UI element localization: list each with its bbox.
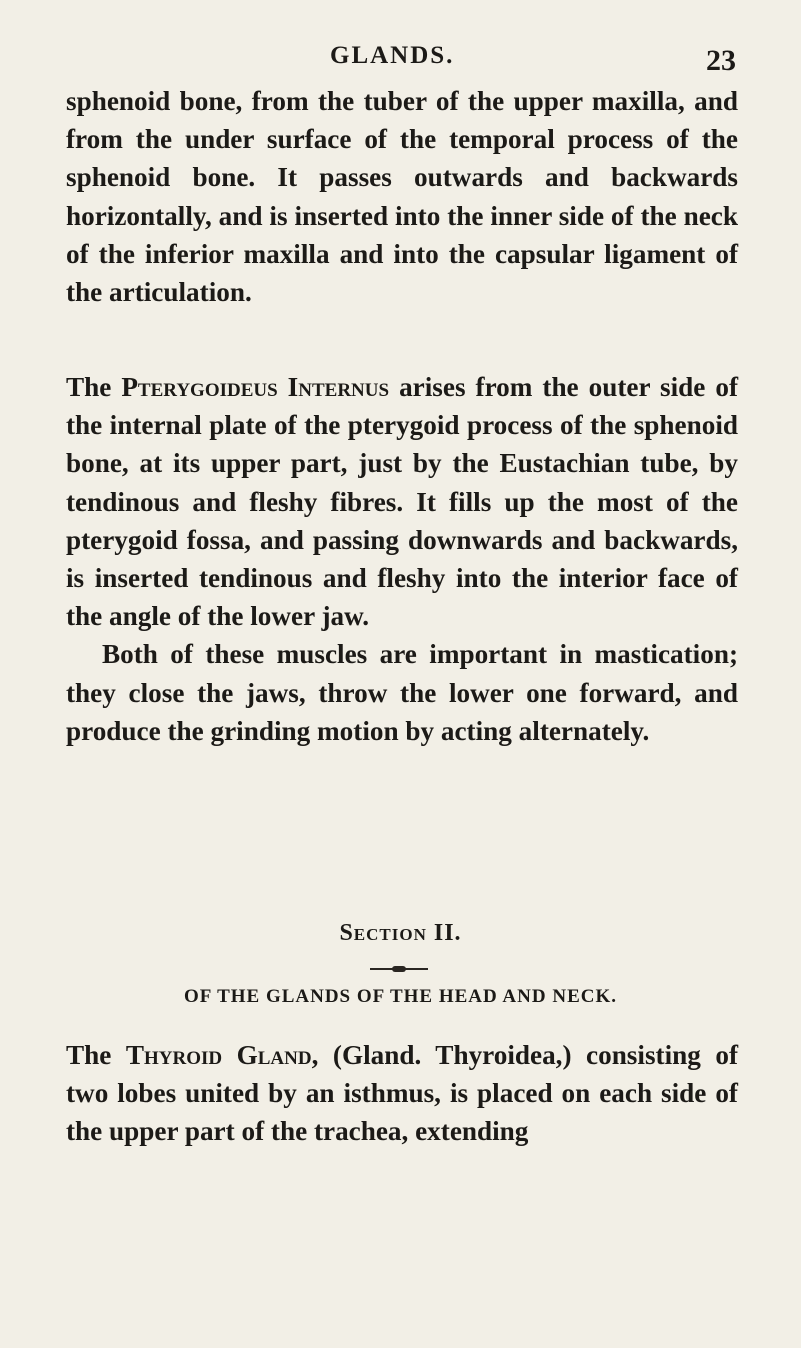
section-heading: Section II. [339, 920, 462, 946]
running-title: GLANDS. [330, 42, 455, 69]
section-divider-ornament [370, 968, 428, 970]
section-subtitle: OF THE GLANDS OF THE HEAD AND NECK. [183, 986, 617, 1007]
paragraph-2-term: Pterygoideus Internus [121, 372, 390, 402]
paragraph-2-continuation: Both of these muscles are important in mastication; they close the jaws, throw the lower one forward, and produce the grinding motion by acting alternately. [66, 639, 738, 746]
paragraph-2-body [66, 368, 738, 635]
paragraph-2-lead-in: The [66, 372, 122, 402]
paragraph-3-lead-in: The [66, 1040, 126, 1070]
paragraph-pterygoideus-externus-end [66, 82, 738, 311]
paragraph-3-term: Thyroid Gland [125, 1040, 312, 1070]
paragraph-thyroid-gland [66, 1036, 738, 1151]
paragraph-1-text: sphenoid bone, from the tuber of the upper maxilla, and from the under surface of the temporal process of the sphenoid bone. It passes outwards and backwards horizontally, and is inserted into the inner side of the neck of the inferior maxilla and into the capsular ligament of the articulation. [66, 86, 738, 308]
page-number: 23 [706, 44, 736, 77]
paragraph-2-text: arises from the outer side of the internal plate of the pterygoid process of the sphenoid bone, at its upper part, just by the Eustachian tube, by tendinous and fleshy fibres. It fills up the most of the pterygoid fossa, and passing downwards and backwards, is inserted tendinous and fleshy into the interior face of the angle of the lower jaw. [66, 372, 738, 632]
paragraph-pterygoideus-internus [66, 368, 738, 750]
paragraph-3-text: , (Gland. Thyroidea,) consisting of two lobes united by an isthmus, is placed on each side of the upper part of the trachea, extending [66, 1040, 739, 1147]
running-head [0, 38, 801, 78]
